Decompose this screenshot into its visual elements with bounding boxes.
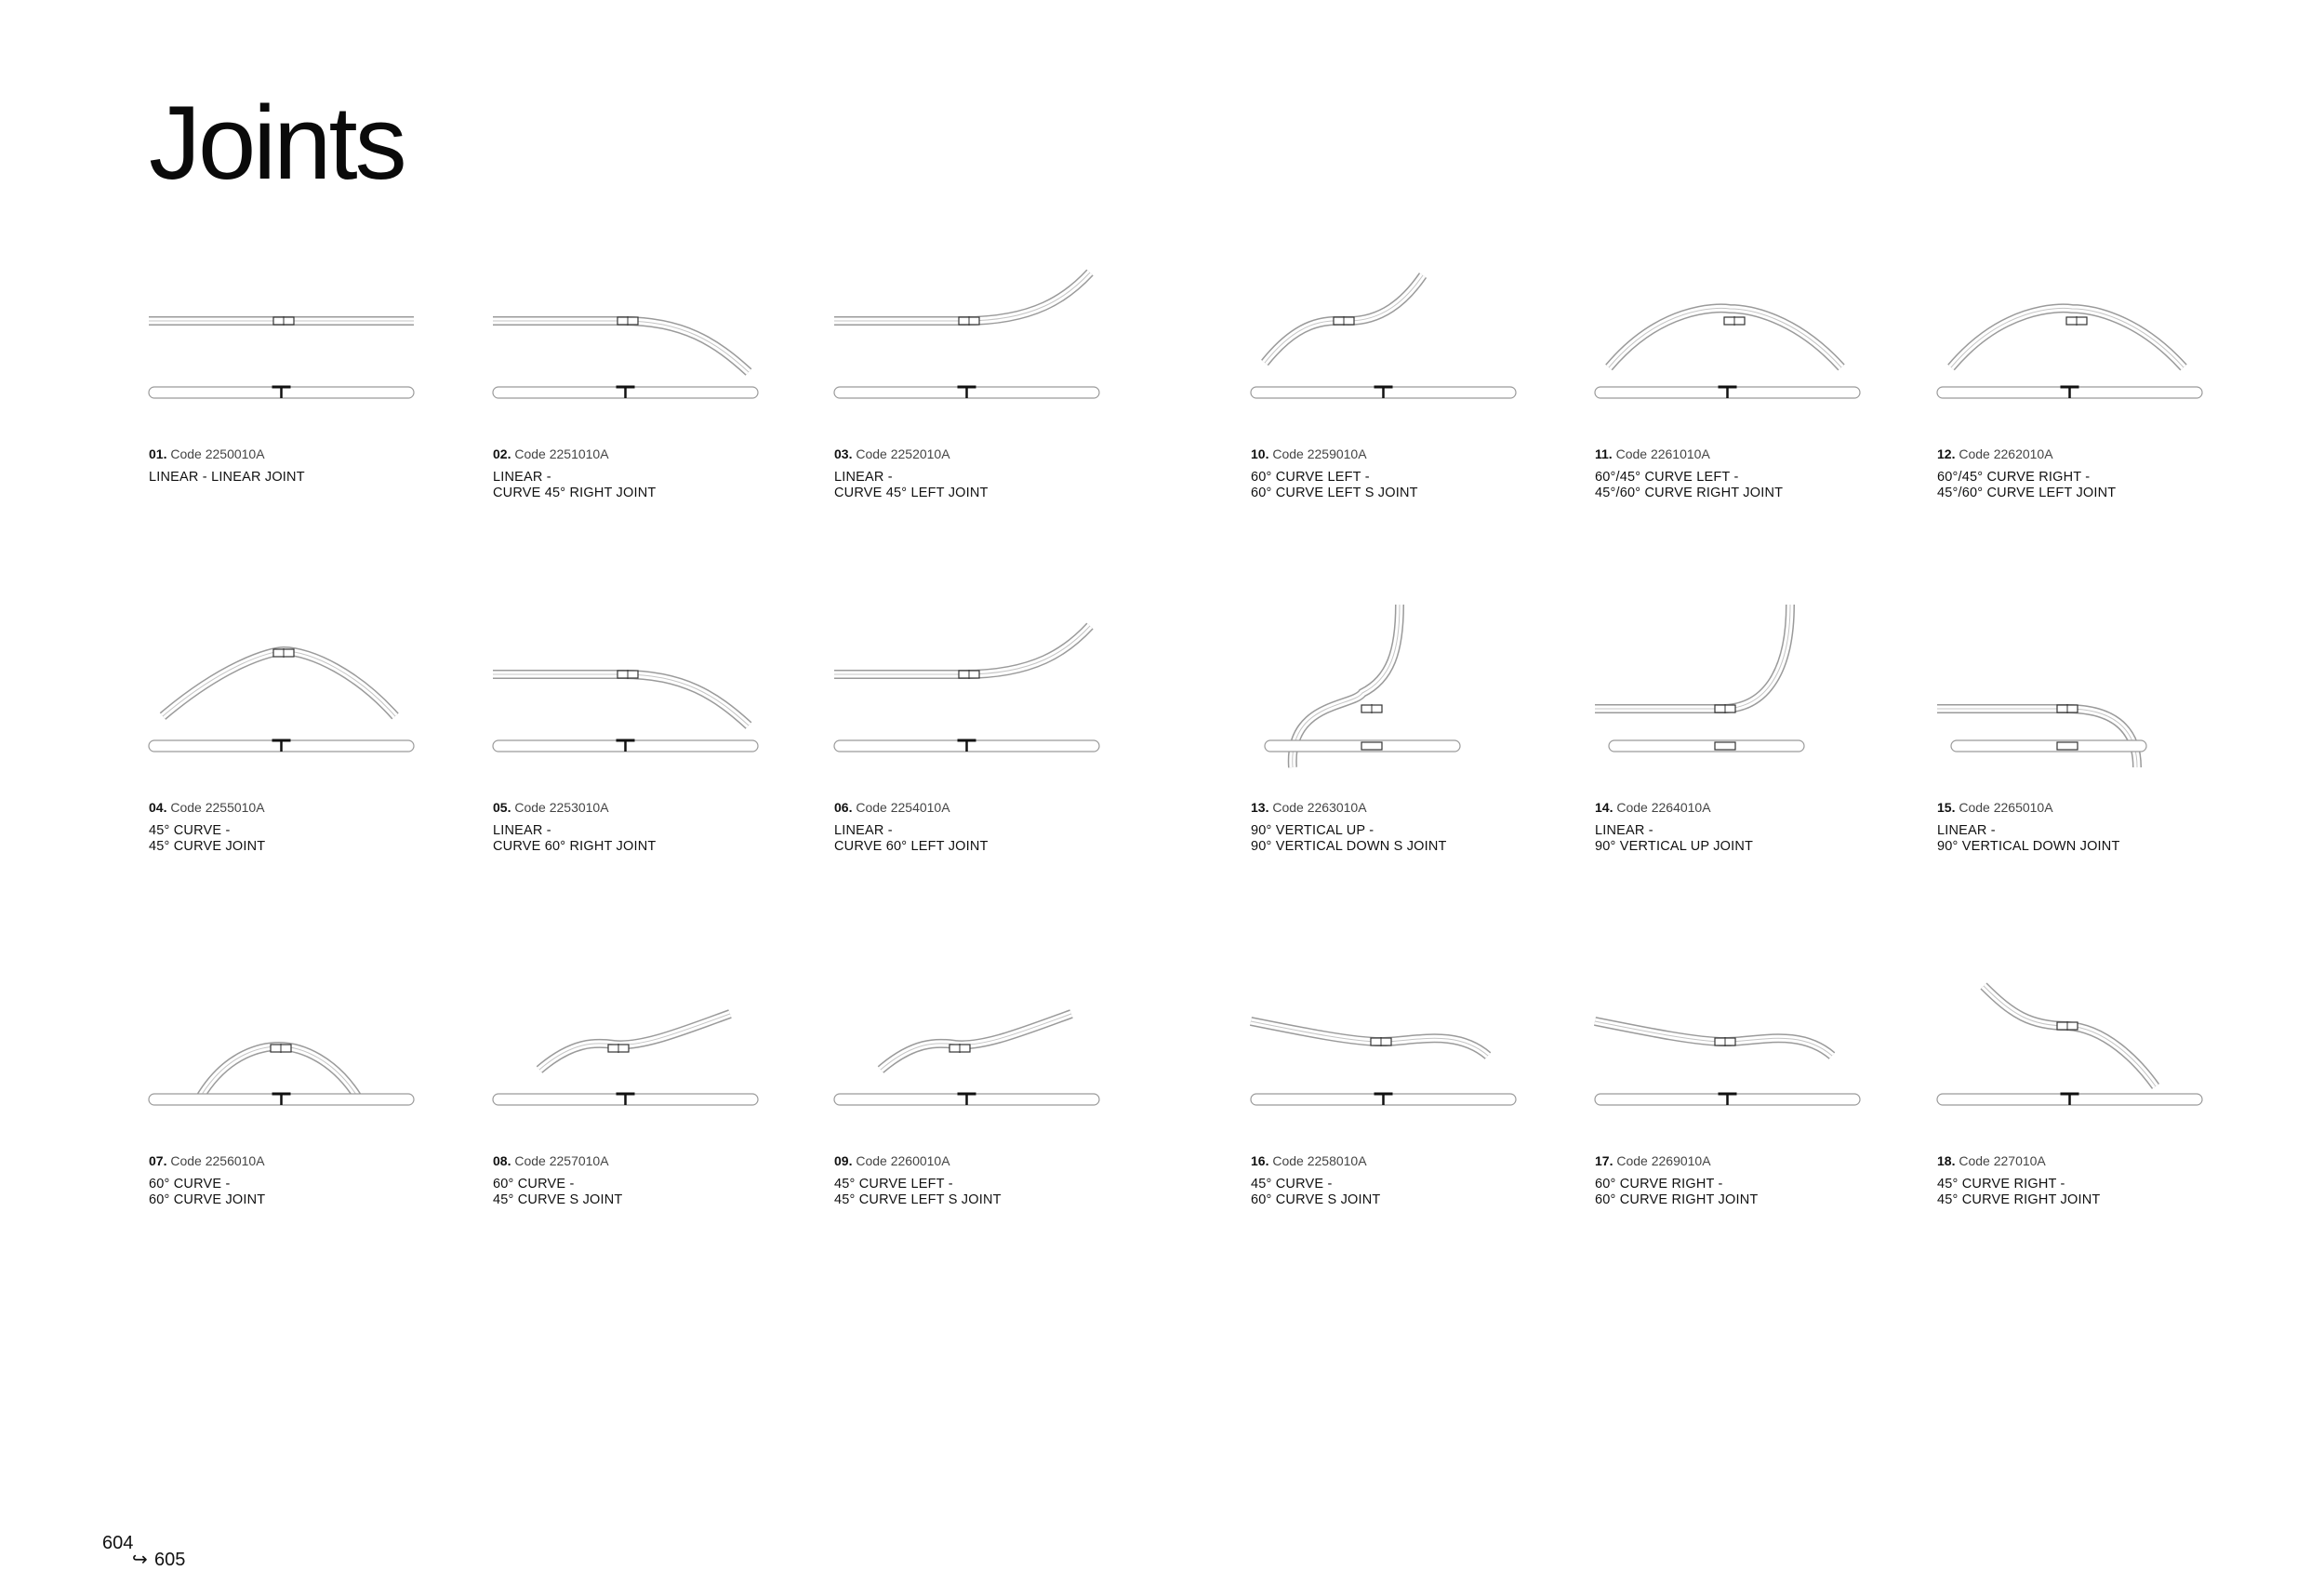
joint-code: Code 2256010A <box>170 1153 265 1168</box>
joint-drawing <box>1595 251 1892 437</box>
side-rail <box>1609 740 1804 752</box>
joint-item <box>1251 605 1548 854</box>
joint-code: Code 227010A <box>1959 1153 2046 1168</box>
joint-number: 18. <box>1937 1153 1956 1168</box>
joint-name-line-1: 60° CURVE - <box>149 1177 231 1192</box>
joint-number: 05. <box>493 800 511 815</box>
joint-drawing <box>1937 958 2235 1144</box>
joint-drawing <box>1251 605 1548 791</box>
joint-number: 02. <box>493 446 511 461</box>
joint-name-line-1: 60° CURVE - <box>493 1177 575 1192</box>
page-title: Joints <box>149 85 405 201</box>
joint-name-line-1: LINEAR - LINEAR JOINT <box>149 470 305 485</box>
side-connector-icon <box>2057 742 2078 750</box>
joint-code-line <box>493 1153 790 1168</box>
joint-drawing <box>1937 251 2235 437</box>
joint-number: 10. <box>1251 446 1269 461</box>
joint-code-line <box>1937 800 2235 815</box>
joint-name-line-2: 60° CURVE RIGHT JOINT <box>1595 1192 1759 1207</box>
joint-caption <box>1251 446 1548 501</box>
joint-number: 07. <box>149 1153 167 1168</box>
joint-name-line-2: 45° CURVE JOINT <box>149 839 266 854</box>
joint-number: 06. <box>834 800 853 815</box>
joint-name-line-1: 45° CURVE LEFT - <box>834 1177 953 1192</box>
joint-side-view <box>493 740 758 752</box>
joint-name-line-2: CURVE 60° RIGHT JOINT <box>493 839 657 854</box>
joint-plan-view <box>834 626 1090 679</box>
joint-side-view <box>1595 387 1860 398</box>
joint-number: 16. <box>1251 1153 1269 1168</box>
rail-inner <box>834 626 1090 674</box>
joint-name-line-1: 60° CURVE LEFT - <box>1251 470 1370 485</box>
joint-number: 01. <box>149 446 167 461</box>
joint-name-line-2: CURVE 60° LEFT JOINT <box>834 839 989 854</box>
joint-name-line-1: 60° CURVE RIGHT - <box>1595 1177 1723 1192</box>
joint-plan-view <box>149 316 414 326</box>
joint-side-view <box>149 740 414 752</box>
joint-name-line-2: 45° CURVE LEFT S JOINT <box>834 1192 1002 1207</box>
joint-plan-view <box>493 670 749 726</box>
joint-name-line-2: 90° VERTICAL DOWN JOINT <box>1937 839 2120 854</box>
joint-name-line-1: LINEAR - <box>834 470 893 485</box>
side-connector-icon <box>1715 742 1735 750</box>
rail-inner <box>1595 605 1790 709</box>
joint-name-line-2: 90° VERTICAL UP JOINT <box>1595 839 1754 854</box>
rail-inner <box>1937 709 2137 767</box>
joint-side-view <box>1265 740 1460 752</box>
joint-code: Code 2258010A <box>1272 1153 1367 1168</box>
rail-inner <box>1251 1021 1488 1056</box>
joint-plan-view <box>200 1044 358 1098</box>
joint-code: Code 2265010A <box>1959 800 2053 815</box>
rail-outline <box>834 273 1090 321</box>
joint-drawing <box>493 251 790 437</box>
joint-code-line <box>493 446 790 461</box>
page-number-left: 604 <box>102 1533 134 1553</box>
page-number-right: 605 <box>154 1550 186 1570</box>
joint-code-line <box>1595 1153 1892 1168</box>
joint-plan-view <box>1265 275 1423 363</box>
joint-caption <box>834 800 1132 855</box>
joint-caption <box>1251 800 1548 855</box>
joint-side-view <box>1251 1094 1516 1105</box>
joint-number: 04. <box>149 800 167 815</box>
joint-code: Code 2259010A <box>1272 446 1367 461</box>
joint-drawing <box>834 251 1132 437</box>
joint-plan-view <box>834 273 1090 326</box>
joint-code-line <box>149 446 446 461</box>
rail-outline <box>1984 986 2156 1086</box>
joint-caption <box>1251 1153 1548 1208</box>
joint-code: Code 2253010A <box>514 800 609 815</box>
joint-item <box>493 251 790 500</box>
joint-plan-view <box>1595 605 1790 713</box>
rail-inner <box>539 1014 730 1070</box>
joint-code-line <box>149 1153 446 1168</box>
joint-side-view <box>493 1094 758 1105</box>
joint-code: Code 2250010A <box>170 446 265 461</box>
joint-number: 11. <box>1595 446 1613 461</box>
joint-item <box>1595 605 1892 854</box>
joint-plan-view <box>493 316 749 372</box>
joint-drawing <box>1251 958 1548 1144</box>
rail-centerline <box>834 626 1090 674</box>
joint-code: Code 2262010A <box>1959 446 2053 461</box>
joint-item <box>149 605 446 854</box>
rail-inner <box>1984 986 2156 1086</box>
rail-inner <box>493 321 749 372</box>
joint-code-line <box>1251 1153 1548 1168</box>
joint-side-view <box>493 387 758 398</box>
joint-number: 14. <box>1595 800 1614 815</box>
joint-caption <box>149 800 446 855</box>
joint-item <box>1251 958 1548 1207</box>
joint-caption <box>149 1153 446 1208</box>
joint-plan-view <box>539 1014 730 1070</box>
joint-plan-view <box>1984 986 2156 1086</box>
joint-plan-view <box>1609 308 1841 367</box>
joint-code: Code 2252010A <box>856 446 950 461</box>
rail-inner <box>493 674 749 726</box>
joint-item <box>493 958 790 1207</box>
joint-drawing <box>1251 251 1548 437</box>
joint-item <box>1937 958 2235 1207</box>
joint-drawing <box>834 958 1132 1144</box>
joint-name-line-2: 45° CURVE S JOINT <box>493 1192 623 1207</box>
joint-caption <box>1937 800 2235 855</box>
joint-side-view <box>149 1094 414 1105</box>
joint-item <box>149 958 446 1207</box>
joint-drawing <box>1595 605 1892 791</box>
joint-name-line-1: 60°/45° CURVE RIGHT - <box>1937 470 2091 485</box>
joint-side-view <box>1937 1094 2202 1105</box>
joint-side-view <box>834 387 1099 398</box>
page-turn-arrow-icon: ↪ <box>132 1550 148 1570</box>
joint-name-line-2: 45°/60° CURVE LEFT JOINT <box>1937 486 2117 500</box>
joint-name-line-2: 60° CURVE JOINT <box>149 1192 266 1207</box>
joint-plan-view <box>1951 308 2184 367</box>
joint-side-view <box>149 387 414 398</box>
joint-name-line-2: CURVE 45° RIGHT JOINT <box>493 486 657 500</box>
joint-drawing <box>149 251 446 437</box>
joint-name-line-2: 45° CURVE RIGHT JOINT <box>1937 1192 2101 1207</box>
joint-drawing <box>493 958 790 1144</box>
rail-centerline <box>1984 986 2156 1086</box>
joint-number: 17. <box>1595 1153 1614 1168</box>
joint-plan-view <box>163 648 395 716</box>
joint-plan-view <box>1595 1021 1832 1056</box>
joint-code-line <box>1595 800 1892 815</box>
joint-side-view <box>1937 387 2202 398</box>
joint-drawing <box>149 605 446 791</box>
joint-code: Code 2254010A <box>856 800 950 815</box>
joint-item <box>149 251 446 493</box>
joint-number: 09. <box>834 1153 853 1168</box>
joint-name-line-2: 60° CURVE S JOINT <box>1251 1192 1381 1207</box>
rail-inner <box>1595 1021 1832 1056</box>
joint-code-line <box>149 800 446 815</box>
side-connector-icon <box>1361 742 1382 750</box>
joint-name-line-1: LINEAR - <box>1937 823 1996 838</box>
joint-side-view <box>1609 740 1804 752</box>
joint-code: Code 2269010A <box>1616 1153 1711 1168</box>
joint-code-line <box>1937 446 2235 461</box>
joint-item <box>1595 958 1892 1207</box>
joint-name-line-2: 45°/60° CURVE RIGHT JOINT <box>1595 486 1784 500</box>
joint-code: Code 2261010A <box>1615 446 1710 461</box>
rail-outline <box>834 626 1090 674</box>
rail-inner <box>881 1014 1071 1070</box>
joint-item <box>834 958 1132 1207</box>
joint-item <box>1595 251 1892 500</box>
joint-code-line <box>1251 446 1548 461</box>
joint-name-line-1: LINEAR - <box>834 823 893 838</box>
joint-name-line-1: 45° CURVE - <box>149 823 231 838</box>
joint-code-line <box>834 446 1132 461</box>
joint-caption <box>1937 1153 2235 1208</box>
joint-caption <box>1595 800 1892 855</box>
joint-caption <box>493 800 790 855</box>
joint-side-view <box>834 1094 1099 1105</box>
joint-code: Code 2255010A <box>170 800 265 815</box>
joint-name-line-2: 90° VERTICAL DOWN S JOINT <box>1251 839 1447 854</box>
joint-side-view <box>1951 740 2146 752</box>
joint-drawing <box>493 605 790 791</box>
joint-side-view <box>1251 387 1516 398</box>
joint-item <box>1937 251 2235 500</box>
joint-number: 08. <box>493 1153 511 1168</box>
rail-centerline <box>834 273 1090 321</box>
joint-number: 13. <box>1251 800 1269 815</box>
joint-plan-view <box>1251 1021 1488 1056</box>
joint-caption <box>1595 1153 1892 1208</box>
joint-drawing <box>1937 605 2235 791</box>
joint-caption <box>1595 446 1892 501</box>
joint-item <box>1251 251 1548 500</box>
joint-code: Code 2260010A <box>856 1153 950 1168</box>
side-rail <box>1951 740 2146 752</box>
joint-name-line-1: LINEAR - <box>493 823 551 838</box>
joint-caption <box>493 446 790 501</box>
joint-drawing <box>1595 958 1892 1144</box>
joint-code-line <box>1595 446 1892 461</box>
joint-name-line-2: 60° CURVE LEFT S JOINT <box>1251 486 1418 500</box>
joint-plan-view <box>881 1014 1071 1070</box>
joint-name-line-1: 45° CURVE RIGHT - <box>1937 1177 2065 1192</box>
joint-name-line-1: 60°/45° CURVE LEFT - <box>1595 470 1739 485</box>
joint-code-line <box>834 800 1132 815</box>
joint-caption <box>834 1153 1132 1208</box>
joint-number: 12. <box>1937 446 1956 461</box>
joint-name-line-1: 45° CURVE - <box>1251 1177 1333 1192</box>
joint-code-line <box>1937 1153 2235 1168</box>
joint-code: Code 2251010A <box>514 446 609 461</box>
joint-code: Code 2263010A <box>1272 800 1367 815</box>
joint-side-view <box>1595 1094 1860 1105</box>
joint-item <box>834 605 1132 854</box>
joint-name-line-1: LINEAR - <box>1595 823 1653 838</box>
rail-inner <box>200 1046 358 1098</box>
joint-drawing <box>834 605 1132 791</box>
rail-centerline <box>163 651 395 716</box>
joint-caption <box>1937 446 2235 501</box>
joint-item <box>493 605 790 854</box>
joint-item <box>834 251 1132 500</box>
joint-name-line-1: LINEAR - <box>493 470 551 485</box>
joint-code-line <box>834 1153 1132 1168</box>
joint-caption <box>493 1153 790 1208</box>
joint-number: 15. <box>1937 800 1956 815</box>
joint-name-line-2: CURVE 45° LEFT JOINT <box>834 486 989 500</box>
joint-caption <box>834 446 1132 501</box>
rail-inner <box>834 273 1090 321</box>
joint-code: Code 2264010A <box>1616 800 1711 815</box>
joint-side-view <box>834 740 1099 752</box>
joint-caption <box>149 446 446 486</box>
joint-drawing <box>149 958 446 1144</box>
joint-name-line-1: 90° VERTICAL UP - <box>1251 823 1374 838</box>
joint-code: Code 2257010A <box>514 1153 609 1168</box>
joint-item <box>1937 605 2235 854</box>
joint-code-line <box>1251 800 1548 815</box>
joint-plan-view <box>1937 704 2137 767</box>
joint-number: 03. <box>834 446 853 461</box>
joint-code-line <box>493 800 790 815</box>
